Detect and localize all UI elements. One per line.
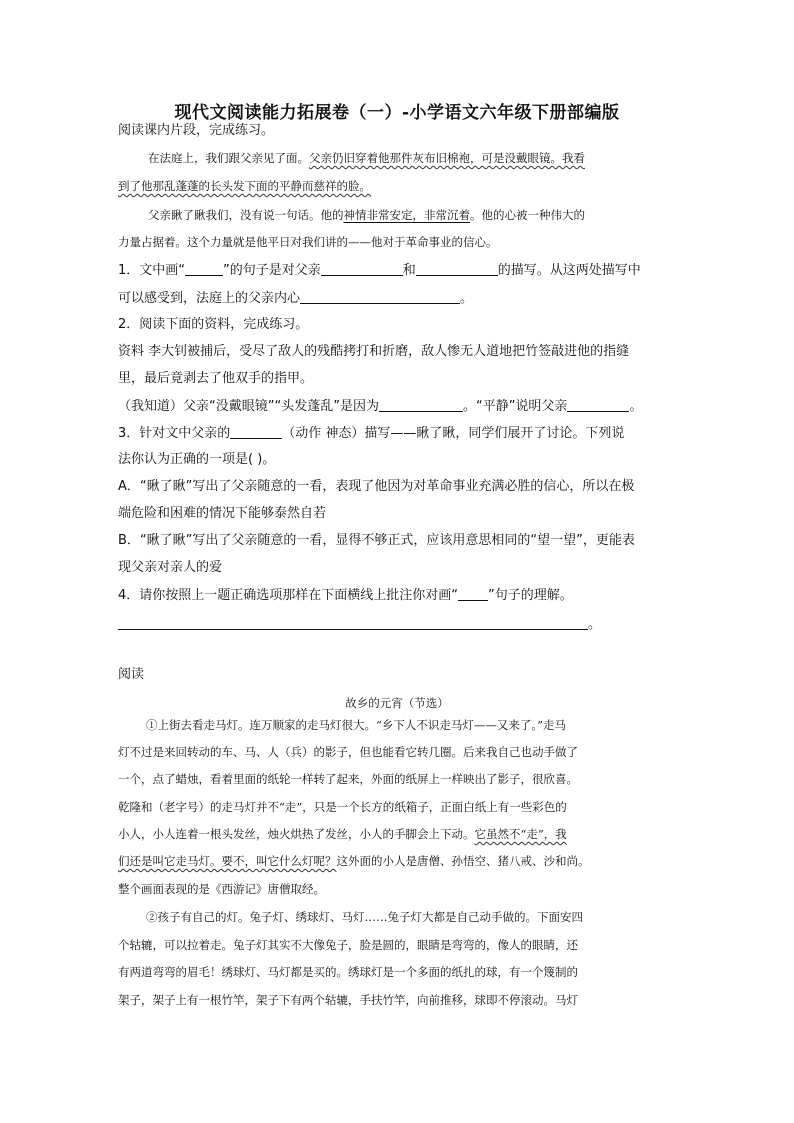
- passage1-line1: 在法庭上，我们跟父亲见了面。父亲仍旧穿着他那件灰布旧棉袍，可是没戴眼镜。我看: [148, 151, 585, 165]
- passage1-line4: 力量占据着。这个力量就是他平日对我们讲的——他对于革命事业的信心。: [118, 235, 498, 249]
- answer-blank[interactable]: [379, 399, 463, 412]
- reading-wavy-sentence: 它虽然不“走”，我: [474, 827, 567, 841]
- passage1-line3: 父亲瞅了瞅我们，没有说一句话。他的神情非常安定，非常沉着。他的心被一种伟大的: [148, 208, 585, 222]
- question-2-fill: （我知道）父亲“没戴眼镜”“头发蓬乱”是因为 。“平静”说明父亲 。: [118, 399, 643, 414]
- option-a-line2[interactable]: 端危险和困难的情况下能够泰然自若: [118, 506, 327, 521]
- reading-line: ①上街去看走马灯。连万顺家的走马灯很大。“乡下人不识走马灯——又来了。”走马: [146, 718, 567, 732]
- question-4: 4．请你按照上一题正确选项那样在下面横线上批注你对画“ ”句子的理解。: [118, 588, 573, 603]
- reading-line: 们还是叫它走马灯。要不，叫它什么灯呢？这外面的小人是唐僧、孙悟空、猪八戒、沙和尚。: [118, 854, 590, 868]
- option-b-line1[interactable]: B．“瞅了瞅”写出了父亲随意的一看，显得不够正式，应该用意思相同的“望一望”，更能表: [118, 533, 635, 548]
- passage1-wavy-sentence: 父亲仍旧穿着他那件灰布旧棉袍，可是没戴眼镜。我看: [309, 151, 585, 165]
- answer-blank[interactable]: [300, 291, 460, 304]
- page-title: 现代文阅读能力拓展卷（一）-小学语文六年级下册部编版: [174, 103, 620, 123]
- answer-line[interactable]: [118, 617, 588, 630]
- blank: [458, 588, 488, 601]
- reading-line: 整个画面表现的是《西游记》唐僧取经。: [118, 882, 325, 896]
- question-1: 1．文中画“ ”的句子是对父亲 和 的描写。从这两处描写中: [118, 263, 641, 278]
- reading-line: 一个，点了蜡烛，看着里面的纸轮一样转了起来，外面的纸屏上一样映出了影子，很欣喜。: [118, 772, 578, 786]
- intro-instruction: 阅读课内片段，完成练习。: [118, 123, 275, 138]
- reading-line: 有两道弯弯的眉毛！绣球灯、马灯都是买的。绣球灯是一个多面的纸扎的球，有一个篾制的: [118, 965, 578, 979]
- reading-line: 小人，小人连着一根头发丝，烛火烘热了发丝，小人的手脚会上下动。它虽然不“走”，我: [118, 827, 567, 841]
- answer-blank[interactable]: [321, 263, 403, 276]
- reading-line: 架子，架子上有一根竹竿，架子下有两个轱辘，手扶竹竿，向前推移，球即不停滚动。马灯: [118, 993, 578, 1007]
- answer-blank[interactable]: [416, 263, 498, 276]
- answer-blank[interactable]: [230, 426, 282, 439]
- question-3: 3．针对文中父亲的 （动作 神态）描写——瞅了瞅，同学们展开了讨论。下列说: [118, 426, 625, 441]
- reading-subtitle: 故乡的元宵（节选）: [345, 696, 449, 710]
- question-2: 2．阅读下面的资料，完成练习。: [118, 317, 309, 332]
- passage1-underlined-phrase: 神情非常安定，非常沉着: [343, 208, 470, 222]
- question-1-line2: 可以感受到，法庭上的父亲内心 。: [118, 291, 474, 306]
- reading-line: 个轱辘，可以拉着走。兔子灯其实不大像兔子，脸是圆的，眼睛是弯弯的，像人的眼睛，还: [118, 938, 578, 952]
- answer-blank[interactable]: [567, 399, 629, 412]
- question-2-material-line1: 资料 李大钊被捕后，受尽了敌人的残酷拷打和折磨，敌人惨无人道地把竹签敲进他的指缝: [118, 344, 630, 359]
- blank[interactable]: [185, 263, 223, 276]
- question-3-line2: 法你认为正确的一项是( )。: [118, 452, 276, 467]
- reading-label: 阅读: [118, 667, 145, 682]
- passage1-line2: 到了他那乱蓬蓬的长头发下面的平静而慈祥的脸。: [118, 179, 371, 193]
- option-b-line2[interactable]: 现父亲对亲人的爱: [118, 560, 223, 575]
- question-4-answer-line: 。: [118, 617, 601, 631]
- reading-line: ②孩子有自己的灯。兔子灯、绣球灯、马灯……兔子灯大都是自己动手做的。下面安四: [146, 910, 583, 924]
- reading-line: 乾隆和（老字号）的走马灯并不“走”，只是一个长方的纸箱子，正面白纸上有一些彩色的: [118, 800, 567, 814]
- option-a-line1[interactable]: A．“瞅了瞅”写出了父亲随意的一看，表现了他因为对革命事业充满必胜的信心，所以在极: [118, 479, 635, 494]
- reading-line: 灯不过是来回转动的车、马、人（兵）的影子，但也能看它转几圈。后来我自己也动手做了: [118, 745, 578, 759]
- question-2-material-line2: 里，最后竟剥去了他双手的指甲。: [118, 371, 314, 386]
